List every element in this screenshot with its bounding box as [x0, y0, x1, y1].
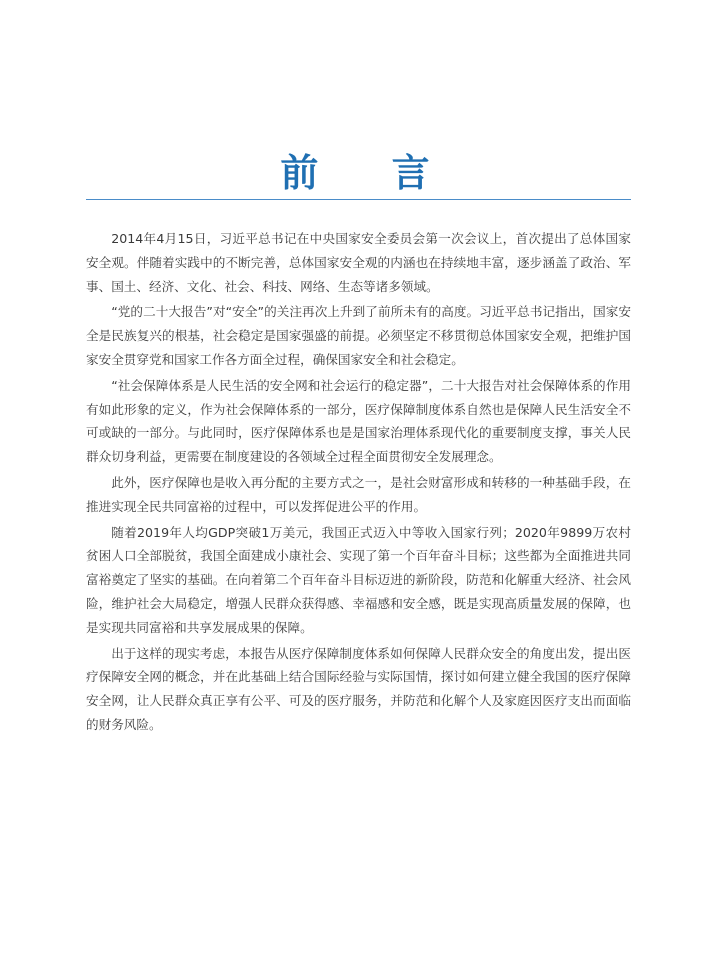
- paragraph-6: 出于这样的现实考虑，本报告从医疗保障制度体系如何保障人民群众安全的角度出发，提出医疗保障安全网的概念，并在此基础上结合国际经验与实际国情，探讨如何建立健全我国的医疗保障安全网，让人民群众真正享有公平、可及的医疗服务，并防范和化解个人及家庭因医疗支出而面临的财务风险。: [86, 645, 631, 732]
- paragraph-1: 2014年4月15日，习近平总书记在中央国家安全委员会第一次会议上，首次提出了总体国家安全观。伴随着实践中的不断完善，总体国家安全观的内涵也在持续地丰富，逐步涵盖了政治、军事、国土、经济、文化、社会、科技、网络、生态等诸多领域。: [86, 231, 631, 294]
- paragraph-5: 随着2019年人均GDP突破1万美元，我国正式迈入中等收入国家行列；2020年9899万农村贫困人口全部脱贫，我国全面建成小康社会、实现了第一个百年奋斗目标；这些都为全面推进共同富裕奠定了坚实的基础。在向着第二个百年奋斗目标迈进的新阶段，防范和化解重大经济、社会风险，维护社会大局稳定，增强人民群众获得感、幸福感和安全感，既是实现高质量发展的保障，也是实现共同富裕和共享发展成果的保障。: [86, 524, 631, 635]
- title-divider: [86, 199, 631, 200]
- paragraph-3: “社会保障体系是人民生活的安全网和社会运行的稳定器”，二十大报告对社会保障体系的作用有如此形象的定义，作为社会保障体系的一部分，医疗保障制度体系自然也是保障人民生活安全不可或缺的一部分。与此同时，医疗保障体系也是是国家治理体系现代化的重要制度支撑，事关人民群众切身利益，更需要在制度建设的各领域全过程全面贯彻安全发展理念。: [86, 377, 631, 465]
- paragraph-2: “党的二十大报告”对“安全”的关注再次上升到了前所未有的高度。习近平总书记指出，国家安全是民族复兴的根基，社会稳定是国家强盛的前提。必须坚定不移贯彻总体国家安全观，把维护国家安全贯穿党和国家工作各方面全过程，确保国家安全和社会稳定。: [86, 304, 631, 367]
- page-title: 前 言: [280, 151, 460, 196]
- body-text: [86, 227, 631, 739]
- paragraph-4: 此外，医疗保障也是收入再分配的主要方式之一，是社会财富形成和转移的一种基础手段，在推进实现全民共同富裕的过程中，可以发挥促进公平的作用。: [86, 474, 631, 514]
